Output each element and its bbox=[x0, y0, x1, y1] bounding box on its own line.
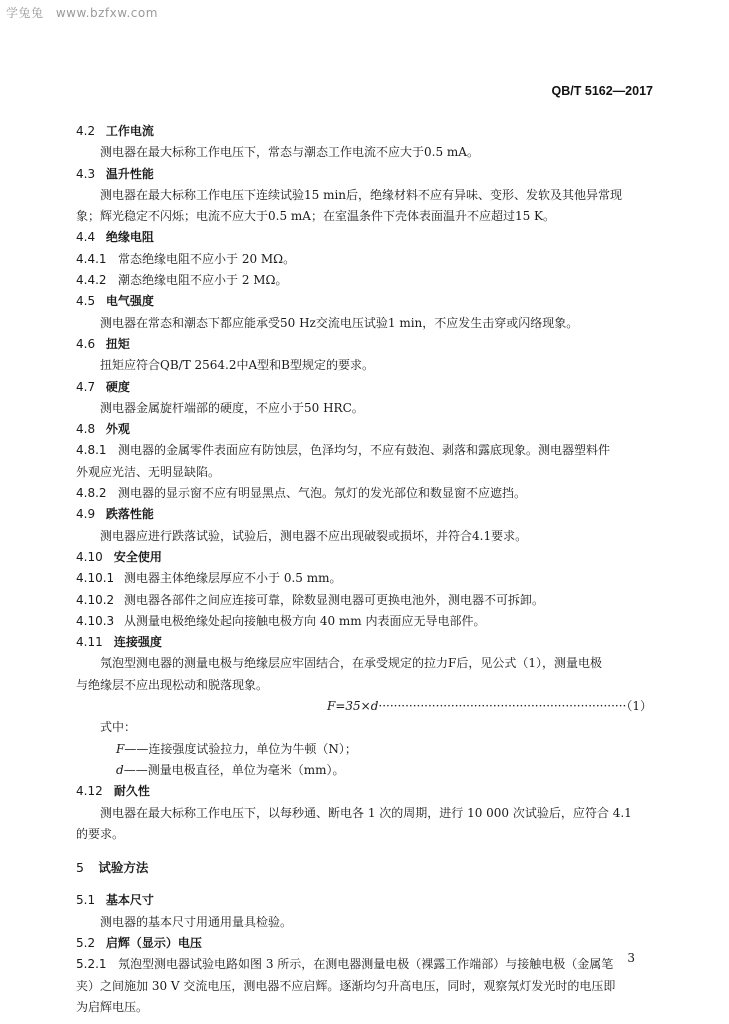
clause-text: 潮态绝缘电阻不应小于 2 MΩ。 bbox=[118, 273, 288, 288]
clause-4-10-2 bbox=[76, 590, 652, 611]
section-title: 绝缘电阻 bbox=[105, 230, 154, 245]
section-heading-4-9 bbox=[76, 504, 652, 525]
variable-symbol: F bbox=[116, 741, 125, 756]
section-heading-4-10 bbox=[76, 547, 652, 568]
section-heading-5-1 bbox=[76, 890, 652, 911]
section-title: 连接强度 bbox=[113, 635, 162, 650]
section-heading-4-3 bbox=[76, 164, 652, 185]
clause-text: 测电器各部件之间应连接可靠，除数显测电器可更换电池外，测电器不可拆卸。 bbox=[124, 592, 545, 607]
paragraph-4-12-line1: 测电器在最大标称工作电压下，以每秒通、断电各 1 次的周期，进行 10 000 次试验后，应符合 4.1 bbox=[100, 805, 632, 820]
clause-4-4-2 bbox=[76, 270, 652, 291]
paragraph-4-6: 扭矩应符合QB/T 2564.2中A型和B型规定的要求。 bbox=[100, 358, 374, 373]
clause-number: 4.4.2 bbox=[76, 273, 107, 288]
section-number: 4.4 bbox=[76, 230, 96, 245]
section-heading-4-7 bbox=[76, 377, 652, 398]
section-number: 4.8 bbox=[76, 422, 96, 437]
clause-4-8-2 bbox=[76, 483, 652, 504]
clause-number: 4.4.1 bbox=[76, 251, 107, 266]
clause-number: 4.8.2 bbox=[76, 486, 107, 501]
chapter-title: 试验方法 bbox=[98, 860, 149, 876]
document-body bbox=[76, 121, 652, 1018]
formula-leader-dots: ································································· bbox=[378, 699, 627, 714]
section-number: 4.9 bbox=[76, 507, 96, 522]
section-heading-4-8 bbox=[76, 419, 652, 440]
formula-variable-f bbox=[76, 739, 652, 760]
section-number: 4.3 bbox=[76, 166, 96, 181]
clause-number: 4.10.2 bbox=[76, 592, 115, 607]
watermark bbox=[6, 4, 158, 21]
paragraph-4-12-line2: 的要求。 bbox=[76, 826, 125, 841]
section-title: 启辉（显示）电压 bbox=[105, 935, 202, 950]
chapter-number: 5 bbox=[76, 860, 84, 876]
section-number: 5.1 bbox=[76, 893, 96, 908]
standard-code: QB/T 5162—2017 bbox=[551, 84, 653, 98]
clause-number: 4.10.3 bbox=[76, 613, 115, 628]
clause-4-10-3 bbox=[76, 611, 652, 632]
section-title: 跌落性能 bbox=[105, 507, 154, 522]
watermark-site-name: 学兔兔 bbox=[6, 6, 44, 20]
formula-1 bbox=[76, 696, 652, 717]
paragraph-4-9: 测电器应进行跌落试验，试验后，测电器不应出现破裂或损坏，并符合4.1要求。 bbox=[100, 528, 528, 543]
paragraph-4-11-line1: 氖泡型测电器的测量电极与绝缘层应牢固结合，在承受规定的拉力F后，见公式（1），测量电极 bbox=[100, 656, 602, 671]
clause-text: 测电器主体绝缘层厚应不小于 0.5 mm。 bbox=[124, 571, 342, 586]
section-number: 5.2 bbox=[76, 935, 96, 950]
section-title: 外观 bbox=[105, 422, 130, 437]
section-title: 安全使用 bbox=[113, 549, 162, 564]
section-title: 工作电流 bbox=[105, 124, 154, 138]
paragraph-4-7: 测电器金属旋杆端部的硬度，不应小于50 HRC。 bbox=[100, 400, 364, 415]
section-heading-4-11 bbox=[76, 632, 652, 653]
clause-5-2-1-line2: 夹）之间施加 30 V 交流电压，测电器不应启辉。逐渐均匀升高电压，同时，观察氖灯发光时的电压即 bbox=[76, 978, 616, 993]
section-heading-4-2 bbox=[76, 121, 652, 142]
section-number: 4.7 bbox=[76, 379, 96, 394]
clause-number: 5.2.1 bbox=[76, 957, 107, 972]
clause-4-4-1 bbox=[76, 249, 652, 270]
section-number: 4.10 bbox=[76, 549, 103, 564]
paragraph-4-11-line2: 与绝缘层不应出现松动和脱落现象。 bbox=[76, 677, 269, 692]
section-title: 温升性能 bbox=[105, 166, 154, 181]
section-title: 扭矩 bbox=[105, 336, 130, 351]
paragraph-4-5: 测电器在常态和潮态下都应能承受50 Hz交流电压试验1 min，不应发生击穿或闪络现象。 bbox=[100, 315, 579, 330]
chapter-heading-5 bbox=[76, 857, 652, 878]
clause-text: 从测量电极绝缘处起向接触电极方向 40 mm 内表面应无导电部件。 bbox=[124, 613, 486, 628]
clause-number: 4.8.1 bbox=[76, 443, 107, 458]
clause-text: 常态绝缘电阻不应小于 20 MΩ。 bbox=[118, 251, 296, 266]
section-number: 4.12 bbox=[76, 784, 103, 799]
section-title: 耐久性 bbox=[113, 784, 150, 799]
watermark-site-url: www.bzfxw.com bbox=[55, 6, 158, 20]
clause-4-10-1 bbox=[76, 568, 652, 589]
section-heading-5-2 bbox=[76, 933, 652, 954]
variable-symbol: d bbox=[116, 762, 124, 777]
paragraph-4-3-line2: 象；辉光稳定不闪烁；电流不应大于0.5 mA；在室温条件下壳体表面温升不应超过15 K。 bbox=[76, 209, 555, 224]
clause-number: 4.10.1 bbox=[76, 571, 115, 586]
section-number: 4.11 bbox=[76, 635, 103, 650]
section-heading-4-6 bbox=[76, 334, 652, 355]
paragraph-4-2: 测电器在最大标称工作电压下，常态与潮态工作电流不应大于0.5 mA。 bbox=[100, 145, 479, 160]
section-heading-4-12 bbox=[76, 781, 652, 802]
clause-4-8-1-line1 bbox=[76, 440, 652, 461]
section-number: 4.6 bbox=[76, 336, 96, 351]
page-number: 3 bbox=[627, 951, 635, 965]
variable-description: ——连接强度试验拉力，单位为牛顿（N）； bbox=[124, 741, 357, 756]
clause-text: 测电器的显示窗不应有明显黑点、气泡。氖灯的发光部位和数显窗不应遮挡。 bbox=[118, 486, 527, 501]
section-title: 硬度 bbox=[105, 379, 130, 394]
section-title: 电气强度 bbox=[105, 294, 154, 309]
clause-5-2-1-line1 bbox=[76, 954, 652, 975]
formula-where-label: 式中： bbox=[100, 720, 137, 735]
clause-5-2-1-line3: 为启辉电压。 bbox=[76, 999, 149, 1014]
clause-text: 测电器的金属零件表面应有防蚀层，色泽均匀，不应有鼓泡、剥落和露底现象。测电器塑料件 bbox=[118, 443, 611, 458]
clause-text: 氖泡型测电器试验电路如图 3 所示，在测电器测量电极（裸露工作端部）与接触电极（金属笔 bbox=[118, 957, 614, 972]
section-number: 4.2 bbox=[76, 124, 96, 138]
formula-expression: F=35×d bbox=[327, 699, 379, 714]
formula-number: （1） bbox=[626, 699, 652, 714]
clause-4-8-1-line2: 外观应光洁、无明显缺陷。 bbox=[76, 464, 221, 479]
paragraph-4-3-line1: 测电器在最大标称工作电压下连续试验15 min后，绝缘材料不应有异味、变形、发软及其他异常现 bbox=[100, 187, 623, 202]
section-heading-4-4 bbox=[76, 227, 652, 248]
variable-description: ——测量电极直径，单位为毫米（mm）。 bbox=[123, 762, 345, 777]
section-number: 4.5 bbox=[76, 294, 96, 309]
section-heading-4-5 bbox=[76, 291, 652, 312]
paragraph-5-1: 测电器的基本尺寸用通用量具检验。 bbox=[100, 914, 293, 929]
section-title: 基本尺寸 bbox=[105, 893, 154, 908]
formula-variable-d bbox=[76, 760, 652, 781]
